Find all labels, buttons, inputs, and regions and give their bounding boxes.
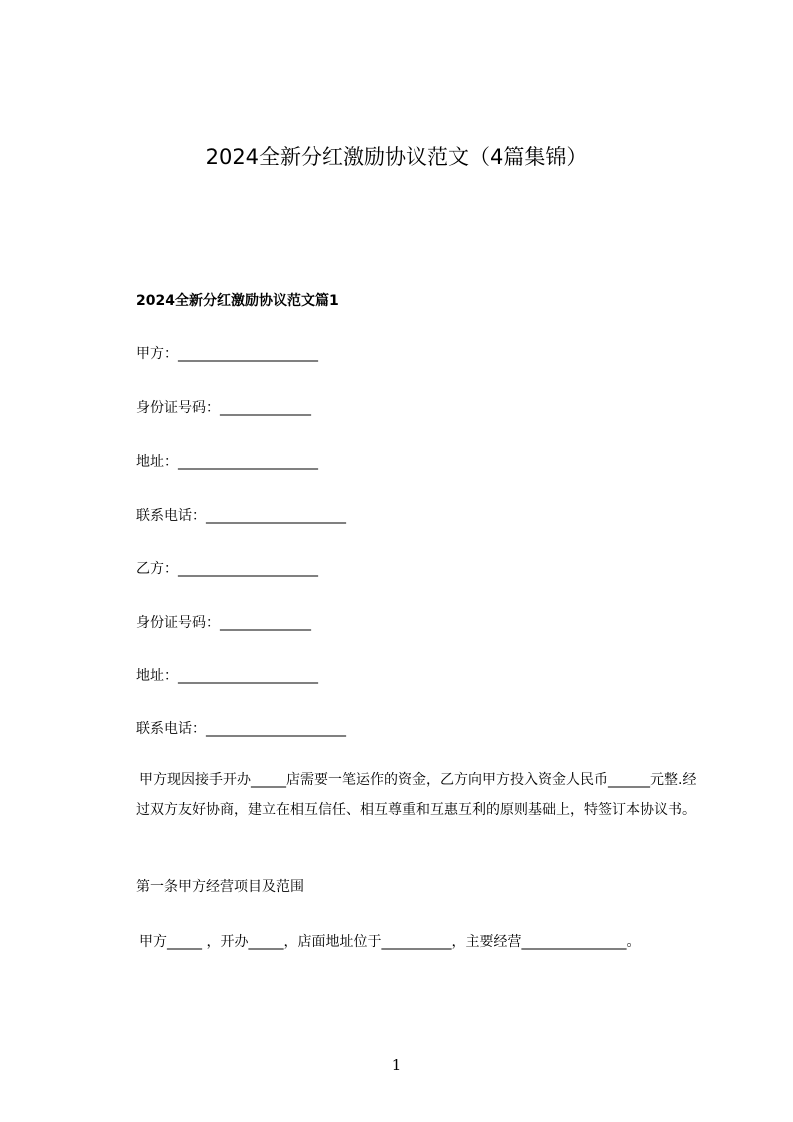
clause-1-paragraph — [136, 927, 708, 957]
party-a-phone-field: 联系电话：____________________ — [136, 508, 346, 524]
section-heading: 2024全新分红激励协议范文篇1 — [136, 293, 339, 309]
party-a-id-field: 身份证号码：_____________ — [136, 400, 311, 416]
party-b-field: 乙方：____________________ — [136, 561, 318, 577]
clause-1-title: 第一条甲方经营项目及范围 — [136, 879, 304, 895]
document-title: 2024全新分红激励协议范文（4篇集锦） — [205, 145, 588, 169]
party-b-id-field: 身份证号码：_____________ — [136, 615, 311, 631]
page-number: 1 — [391, 1056, 402, 1074]
intro-paragraph-text: 甲方现因接手开办_____店需要一笔运作的资金，乙方向甲方投入资金人民币______元整.经过双方友好协商，建立在相互信任、相互尊重和互惠互利的原则基础上，特签订本协议书。 — [136, 772, 697, 818]
party-a-address-field: 地址：____________________ — [136, 454, 318, 470]
party-a-field: 甲方：____________________ — [136, 346, 318, 362]
party-b-phone-field: 联系电话：____________________ — [136, 721, 346, 737]
clause-1-text: 甲方_____ ，开办_____，店面地址位于__________，主要经营_______________。 — [139, 934, 641, 950]
intro-paragraph — [136, 765, 708, 825]
party-b-address-field: 地址：____________________ — [136, 668, 318, 684]
